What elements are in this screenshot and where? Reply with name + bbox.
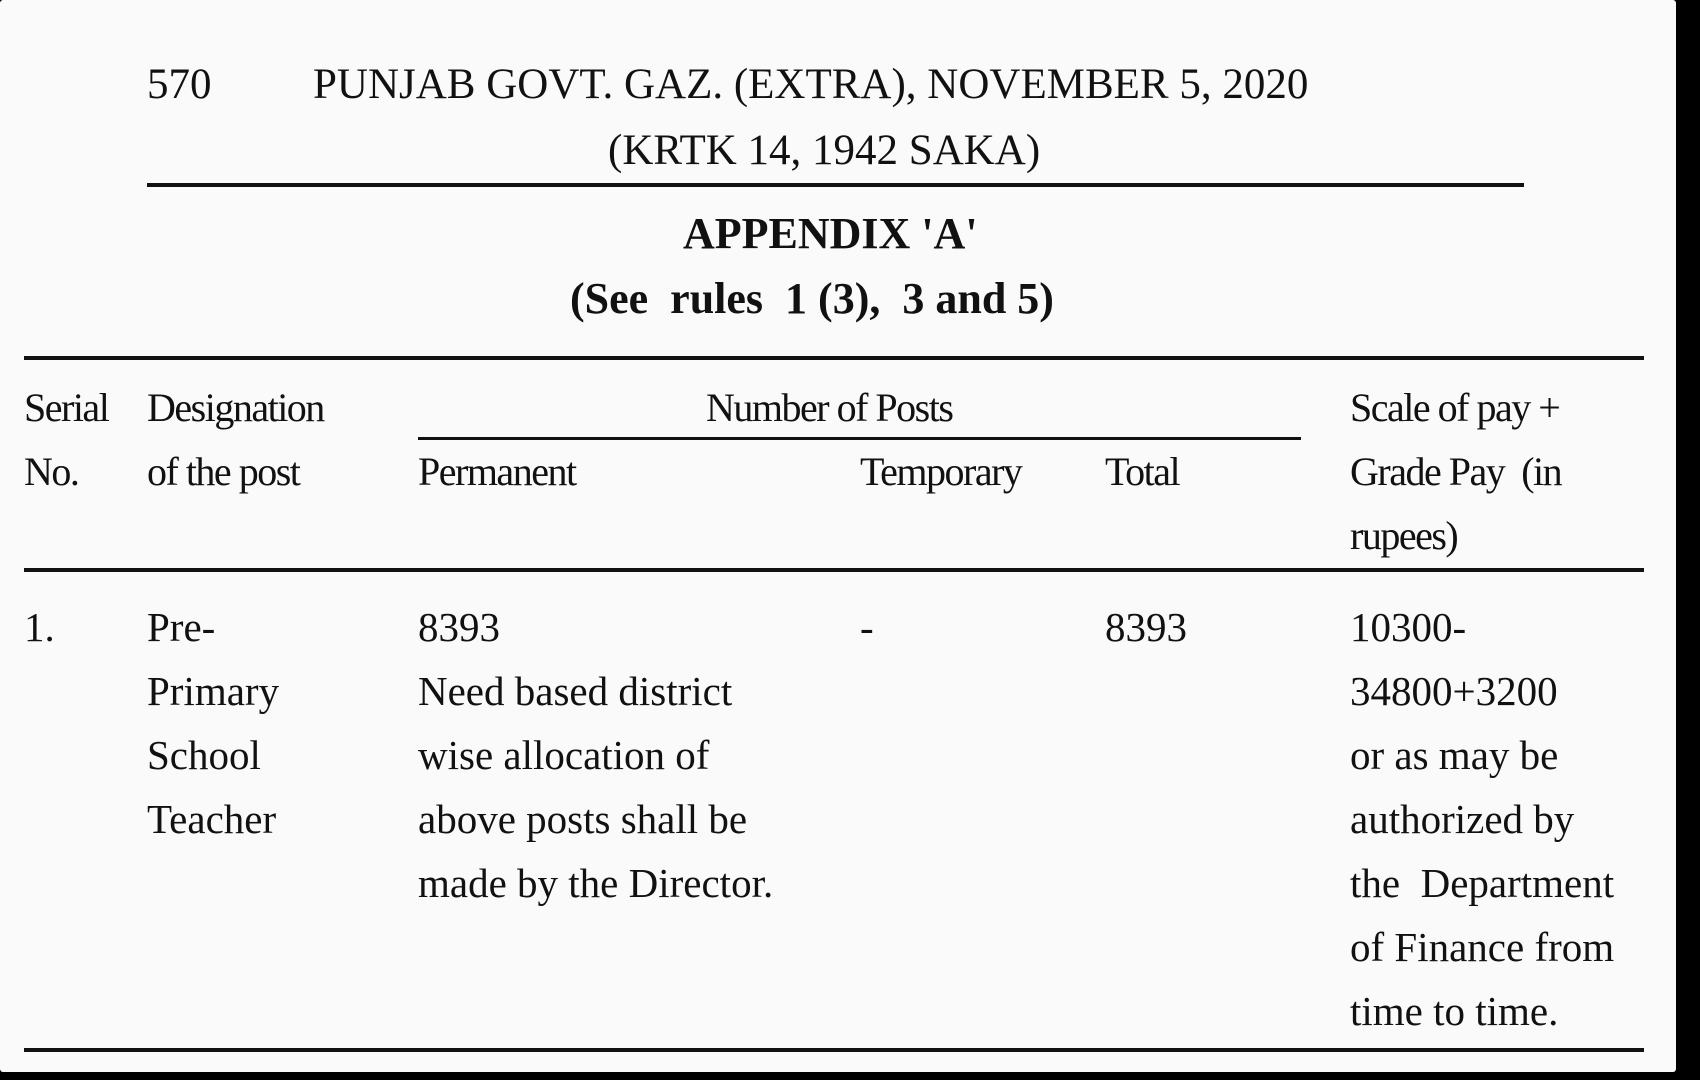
gazette-title: PUNJAB GOVT. GAZ. (EXTRA), NOVEMBER 5, 2020 (313, 61, 1309, 108)
header-permanent: Permanent (418, 449, 576, 494)
appendix-rules-reference: (See rules 1 (3), 3 and 5) (570, 274, 1054, 323)
scale-line: time to time. (1350, 988, 1559, 1034)
header-total: Total (1105, 449, 1180, 494)
header-scale-line3: rupees) (1350, 513, 1458, 558)
row-total: 8393 (1105, 604, 1187, 650)
row-temporary: - (860, 604, 874, 650)
permanent-line: made by the Director. (418, 860, 774, 906)
number-of-posts-underline (418, 437, 1301, 440)
scale-line: the Department (1350, 860, 1615, 906)
header-designation-line1: Designation (147, 385, 324, 430)
table-header-rule (24, 568, 1644, 572)
row-designation (147, 595, 279, 851)
scale-line: 34800+3200 (1350, 668, 1558, 714)
designation-line: School (147, 732, 261, 778)
page-number: 570 (147, 61, 212, 108)
permanent-line: wise allocation of (418, 732, 710, 778)
header-serial-line2: No. (24, 449, 79, 494)
row-scale (1350, 595, 1614, 1043)
row-serial: 1. (24, 604, 55, 650)
table-top-rule (24, 356, 1644, 360)
header-designation-line2: of the post (147, 449, 300, 494)
designation-line: Primary (147, 668, 280, 714)
header-number-of-posts: Number of Posts (706, 385, 953, 430)
permanent-line: Need based district (418, 668, 733, 714)
permanent-line: above posts shall be (418, 796, 748, 842)
designation-line: Teacher (147, 796, 277, 842)
scale-line: of Finance from (1350, 924, 1615, 970)
saka-date: (KRTK 14, 1942 SAKA) (608, 127, 1041, 174)
scale-line: 10300- (1350, 604, 1467, 650)
header-scale-line2: Grade Pay (in (1350, 449, 1562, 494)
header-temporary: Temporary (860, 449, 1022, 494)
designation-line: Pre- (147, 604, 216, 650)
header-serial-line1: Serial (24, 385, 109, 430)
scale-line: or as may be (1350, 732, 1559, 778)
permanent-line: 8393 (418, 604, 500, 650)
scale-line: authorized by (1350, 796, 1575, 842)
table-bottom-rule (24, 1048, 1644, 1052)
appendix-title: APPENDIX 'A' (683, 209, 978, 258)
header-scale-line1: Scale of pay + (1350, 385, 1560, 430)
header-divider (147, 183, 1524, 187)
row-permanent (418, 595, 773, 915)
